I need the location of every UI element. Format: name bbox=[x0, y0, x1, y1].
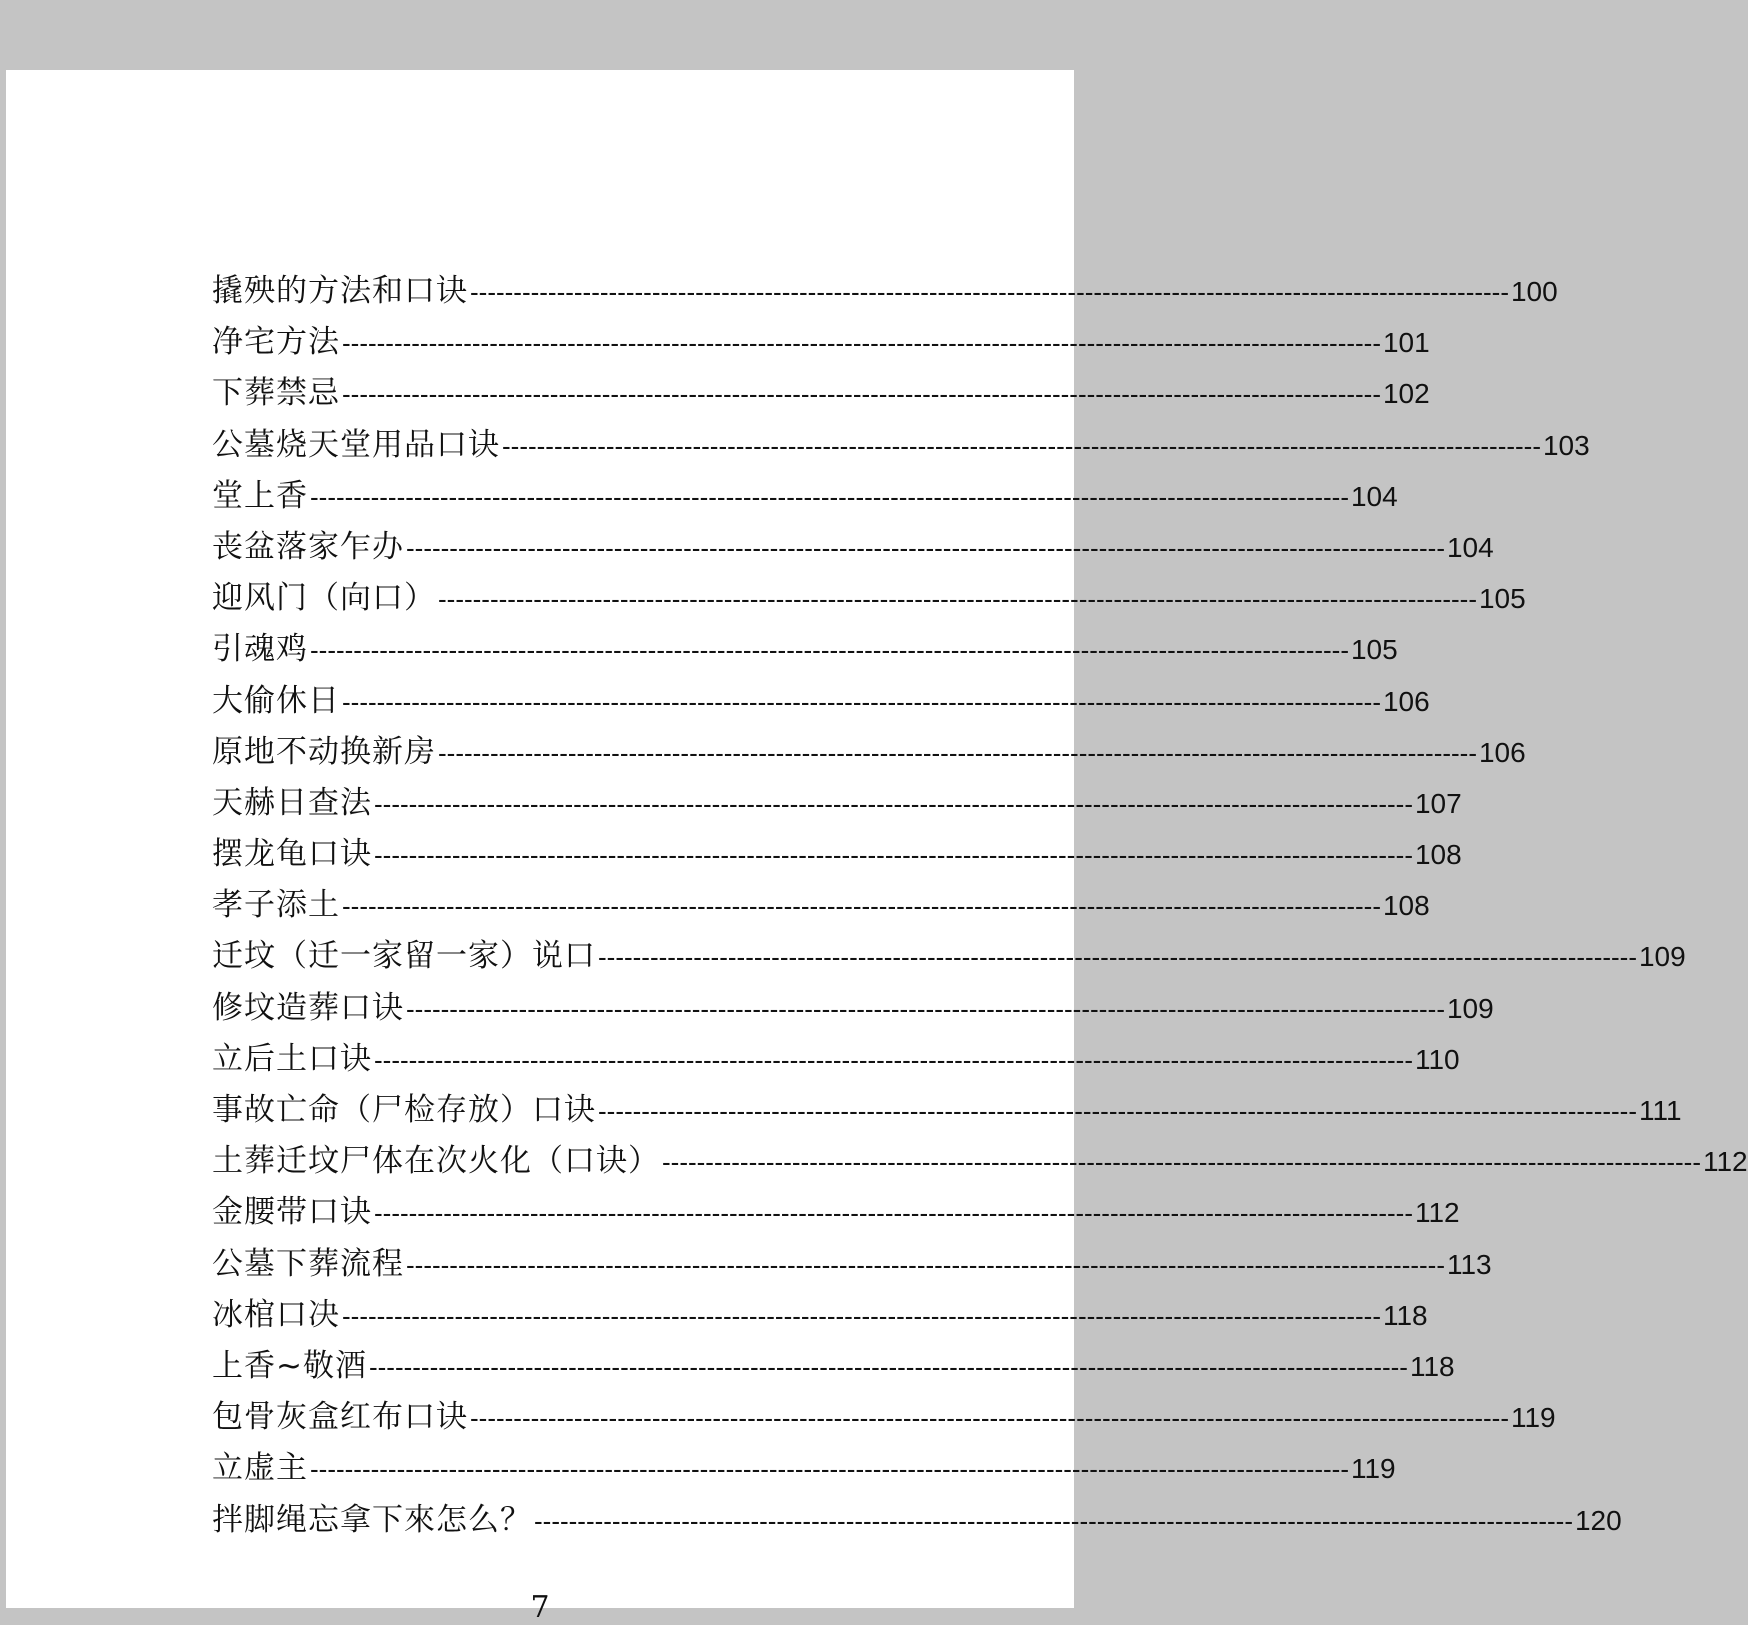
page-number: 7 bbox=[530, 1590, 550, 1625]
toc-leader: ------------------------------------------------------------------------------------------------------------------------ bbox=[502, 430, 1541, 461]
toc-entry-page: 108 bbox=[1382, 890, 1430, 922]
toc-entry-page: 109 bbox=[1638, 941, 1686, 973]
table-of-contents bbox=[212, 265, 1748, 1545]
toc-entry-title: 事故亡命（尸检存放）口诀 bbox=[212, 1092, 596, 1128]
toc-entry-title: 迁坟（迁一家留一家）说口 bbox=[212, 938, 596, 975]
toc-entry bbox=[212, 1289, 1428, 1340]
toc-leader: ------------------------------------------------------------------------------------------------------------------------ bbox=[374, 1044, 1413, 1075]
toc-entry-title: 立虚主 bbox=[212, 1450, 308, 1487]
toc-leader: ------------------------------------------------------------------------------------------------------------------------ bbox=[342, 891, 1381, 922]
toc-entry-title: 大偷休日 bbox=[212, 682, 340, 719]
toc-entry bbox=[212, 1494, 1622, 1545]
toc-leader: ------------------------------------------------------------------------------------------------------------------------ bbox=[470, 1403, 1509, 1434]
toc-entry-title: 丧盆落家乍办 bbox=[212, 528, 404, 565]
toc-entry-title: 冰棺口决 bbox=[212, 1296, 340, 1333]
toc-entry-page: 100 bbox=[1510, 276, 1558, 307]
toc-entry-page: 105 bbox=[1350, 634, 1398, 666]
toc-entry bbox=[212, 1340, 1455, 1391]
toc-entry-page: 118 bbox=[1409, 1350, 1455, 1382]
toc-leader: ------------------------------------------------------------------------------------------------------------------------ bbox=[438, 584, 1477, 615]
toc-leader: ------------------------------------------------------------------------------------------------------------------------ bbox=[406, 532, 1445, 563]
toc-entry-page: 101 bbox=[1382, 327, 1430, 359]
toc-leader: ------------------------------------------------------------------------------------------------------------------------ bbox=[438, 737, 1477, 768]
toc-entry-page: 107 bbox=[1414, 787, 1462, 819]
toc-entry bbox=[212, 623, 1398, 674]
toc-leader: ------------------------------------------------------------------------------------------------------------------------ bbox=[470, 277, 1509, 307]
toc-entry bbox=[212, 982, 1494, 1033]
toc-entry bbox=[212, 1084, 1682, 1135]
toc-entry bbox=[212, 1442, 1396, 1493]
toc-entry-title: 金腰带口诀 bbox=[212, 1194, 372, 1231]
toc-leader: ------------------------------------------------------------------------------------------------------------------------ bbox=[598, 942, 1637, 973]
toc-entry-title: 引魂鸡 bbox=[212, 631, 308, 668]
toc-entry bbox=[212, 675, 1430, 726]
toc-leader: ------------------------------------------------------------------------------------------------------------------------ bbox=[406, 1249, 1445, 1280]
toc-entry-title: 下葬禁忌 bbox=[212, 375, 340, 412]
toc-entry-title: 包骨灰盒红布口诀 bbox=[212, 1399, 468, 1436]
toc-leader: ------------------------------------------------------------------------------------------------------------------------ bbox=[310, 481, 1349, 512]
toc-entry bbox=[212, 572, 1526, 623]
toc-entry bbox=[212, 1135, 1748, 1186]
toc-entry bbox=[212, 1186, 1460, 1237]
toc-entry-page: 104 bbox=[1446, 531, 1494, 563]
toc-entry-title: 公墓烧天堂用品口诀 bbox=[212, 426, 500, 463]
toc-entry-page: 106 bbox=[1382, 685, 1430, 717]
toc-entry bbox=[212, 1391, 1556, 1442]
toc-entry-page: 119 bbox=[1510, 1402, 1556, 1434]
toc-entry bbox=[212, 265, 1558, 316]
toc-entry-title: 堂上香 bbox=[212, 477, 308, 514]
toc-entry-title: 天赫日查法 bbox=[212, 784, 372, 821]
toc-entry-page: 112 bbox=[1414, 1197, 1460, 1229]
toc-entry-page: 103 bbox=[1542, 429, 1590, 461]
toc-entry-title: 修坟造葬口诀 bbox=[212, 989, 404, 1026]
toc-entry-title: 上香~敬酒 bbox=[212, 1347, 367, 1384]
toc-entry bbox=[212, 1033, 1460, 1084]
toc-leader: ------------------------------------------------------------------------------------------------------------------------ bbox=[598, 1096, 1637, 1126]
toc-entry-page: 104 bbox=[1350, 480, 1398, 512]
toc-entry-title: 立后土口诀 bbox=[212, 1040, 372, 1077]
toc-entry-page: 118 bbox=[1382, 1299, 1428, 1331]
document-page bbox=[6, 70, 1748, 1625]
toc-leader: ------------------------------------------------------------------------------------------------------------------------ bbox=[534, 1505, 1573, 1536]
toc-leader: ------------------------------------------------------------------------------------------------------------------------ bbox=[374, 788, 1413, 819]
toc-entry-page: 106 bbox=[1478, 736, 1526, 768]
toc-entry-title: 撬殃的方法和口诀 bbox=[212, 273, 468, 309]
toc-leader: ------------------------------------------------------------------------------------------------------------------------ bbox=[342, 686, 1381, 717]
toc-entry-title: 土葬迁坟尸体在次火化（口诀） bbox=[212, 1143, 660, 1180]
toc-entry bbox=[212, 930, 1686, 981]
toc-entry-page: 119 bbox=[1350, 1453, 1396, 1485]
toc-entry bbox=[212, 521, 1494, 572]
toc-leader: ------------------------------------------------------------------------------------------------------------------------ bbox=[342, 379, 1381, 410]
toc-leader: ------------------------------------------------------------------------------------------------------------------------ bbox=[310, 635, 1349, 666]
toc-leader: ------------------------------------------------------------------------------------------------------------------------ bbox=[342, 1300, 1381, 1331]
toc-entry-title: 孝子添土 bbox=[212, 887, 340, 924]
toc-entry bbox=[212, 726, 1526, 777]
toc-entry bbox=[212, 470, 1398, 521]
toc-entry-page: 102 bbox=[1382, 378, 1430, 410]
toc-leader: ------------------------------------------------------------------------------------------------------------------------ bbox=[406, 993, 1445, 1024]
toc-entry bbox=[212, 828, 1462, 879]
toc-entry-title: 原地不动换新房 bbox=[212, 733, 436, 770]
toc-entry-page: 112 bbox=[1702, 1146, 1748, 1178]
toc-leader: ------------------------------------------------------------------------------------------------------------------------ bbox=[310, 1454, 1349, 1485]
toc-entry-title: 公墓下葬流程 bbox=[212, 1245, 404, 1282]
toc-entry-page: 111 bbox=[1638, 1095, 1682, 1126]
toc-entry-page: 109 bbox=[1446, 992, 1494, 1024]
toc-entry-page: 105 bbox=[1478, 583, 1526, 615]
toc-leader: ------------------------------------------------------------------------------------------------------------------------ bbox=[662, 1147, 1701, 1178]
toc-entry-page: 108 bbox=[1414, 839, 1462, 871]
toc-entry-page: 110 bbox=[1414, 1043, 1460, 1075]
toc-entry bbox=[212, 1238, 1492, 1289]
toc-entry-title: 摆龙龟口诀 bbox=[212, 836, 372, 873]
toc-leader: ------------------------------------------------------------------------------------------------------------------------ bbox=[342, 328, 1381, 359]
toc-entry-page: 120 bbox=[1574, 1504, 1622, 1536]
toc-entry-title: 拌脚绳忘拿下來怎么？ bbox=[212, 1501, 532, 1538]
toc-entry bbox=[212, 777, 1462, 828]
toc-leader: ------------------------------------------------------------------------------------------------------------------------ bbox=[374, 1198, 1413, 1229]
toc-entry-title: 净宅方法 bbox=[212, 324, 340, 361]
toc-entry bbox=[212, 316, 1430, 367]
toc-leader: ------------------------------------------------------------------------------------------------------------------------ bbox=[374, 840, 1413, 871]
toc-entry bbox=[212, 419, 1590, 470]
toc-entry-title: 迎风门（向口） bbox=[212, 580, 436, 617]
toc-entry-page: 113 bbox=[1446, 1248, 1492, 1280]
toc-entry bbox=[212, 879, 1430, 930]
toc-entry bbox=[212, 367, 1430, 418]
toc-leader: ------------------------------------------------------------------------------------------------------------------------ bbox=[368, 1351, 1408, 1382]
